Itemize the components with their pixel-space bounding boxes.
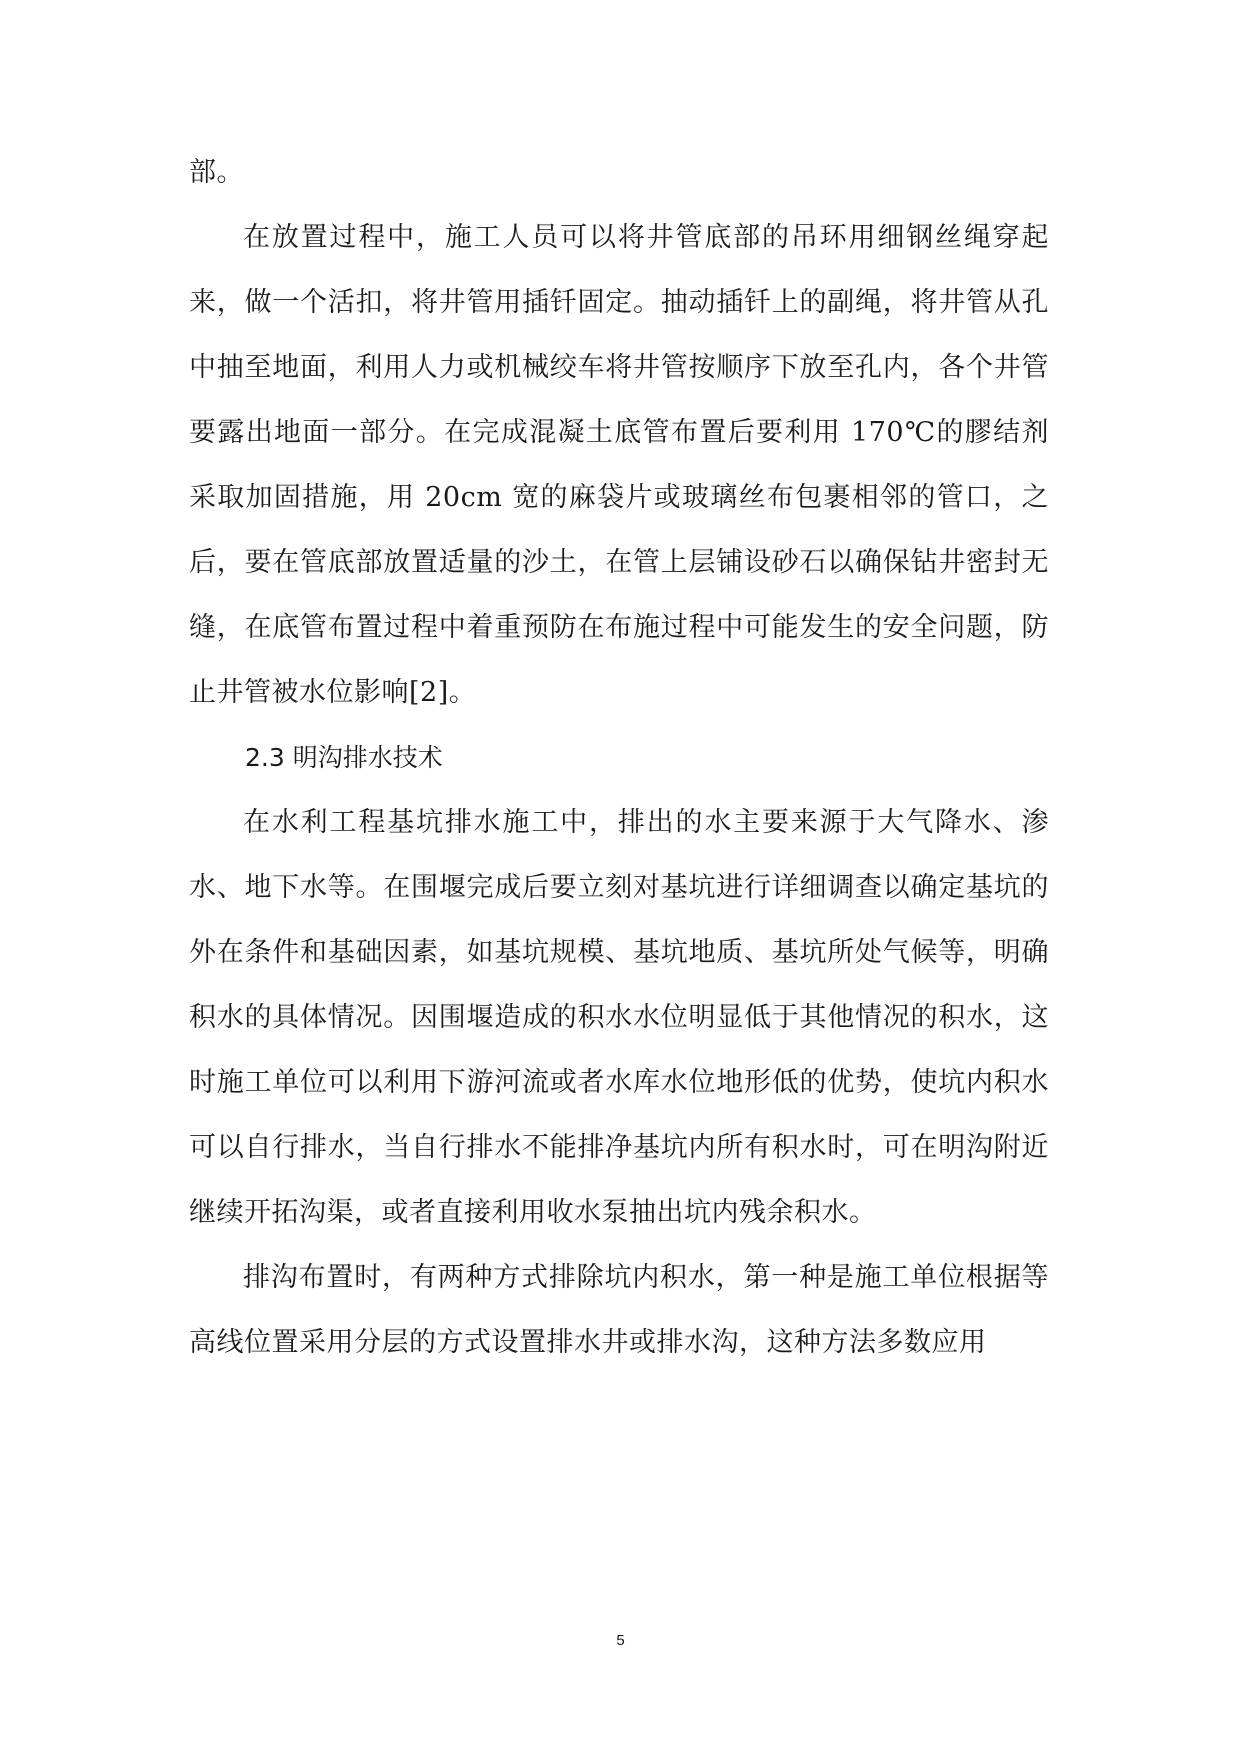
section-heading: 2.3 明沟排水技术 xyxy=(245,743,443,772)
paragraph-open-ditch-drainage: 在水利工程基坑排水施工中，排出的水主要来源于大气降水、渗水、地下水等。在围堰完成后要立刻对基坑进行详细调查以确定基坑的外在条件和基础因素，如基坑规模、基坑地质、基坑所处气候等，明确积水的具体情况。因围堰造成的积水水位明显低于其他情况的积水，这时施工单位可以利用下游河流或者水库水位地形低的优势，使坑内积水可以自行排水，当自行排水不能排净基坑内所有积水时，可在明沟附近继续开拓沟渠，或者直接利用收水泵抽出坑内残余积水。 xyxy=(189,807,1049,1228)
paragraph-ditch-layout: 排沟布置时，有两种方式排除坑内积水，第一种是施工单位根据等高线位置采用分层的方式设置排水井或排水沟，这种方法多数应用 xyxy=(189,1262,1049,1358)
page-number: 5 xyxy=(616,1632,625,1649)
continuation-paragraph: 部。 xyxy=(189,157,244,188)
paragraph-well-pipe-placement: 在放置过程中，施工人员可以将井管底部的吊环用细钢丝绳穿起来，做一个活扣，将井管用插钎固定。抽动插钎上的副绳，将井管从孔中抽至地面，利用人力或机械绞车将井管按顺序下放至孔内，各个井管要露出地面一部分。在完成混凝土底管布置后要利用 170℃的膠结剂采取加固措施，用 20cm 宽的麻袋片或玻璃丝布包裹相邻的管口，之后，要在管底部放置适量的沙土，在管上层铺设砂石以确保钻井密封无缝，在底管布置过程中着重预防在布施过程中可能发生的安全问题，防止井管被水位影响[2]。 xyxy=(189,222,1049,708)
body-text xyxy=(189,140,1049,1375)
